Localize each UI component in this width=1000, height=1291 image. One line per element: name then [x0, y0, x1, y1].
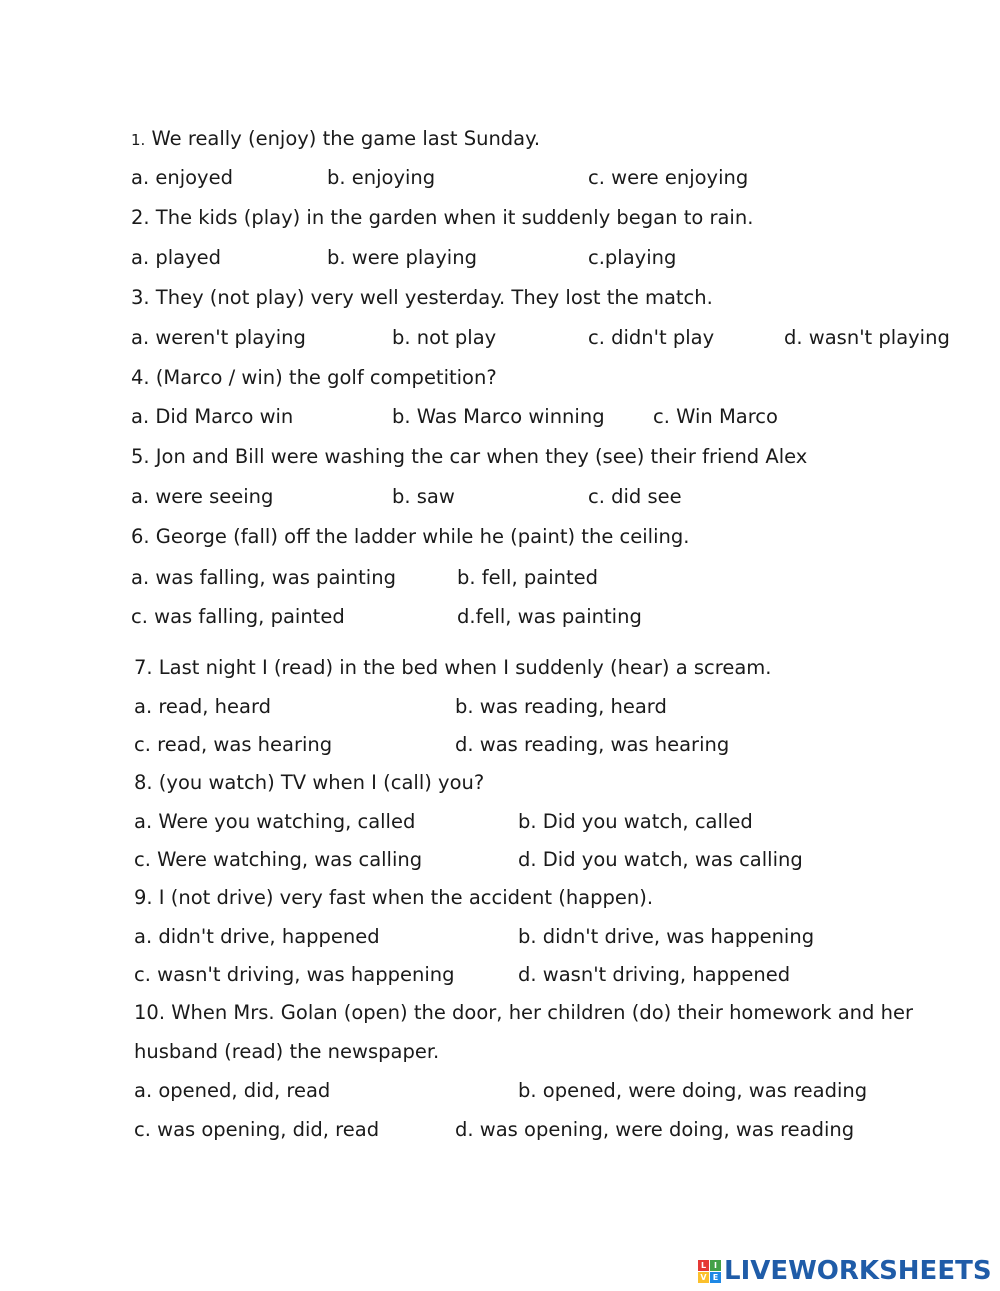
option-3b[interactable]: b. not play: [392, 326, 497, 349]
option-10a[interactable]: a. opened, did, read: [134, 1079, 331, 1102]
option-1b[interactable]: b. enjoying: [327, 166, 436, 189]
option-1a[interactable]: a. enjoyed: [131, 166, 233, 189]
question-1-number: 1.: [131, 131, 146, 149]
option-7c[interactable]: c. read, was hearing: [134, 733, 333, 756]
question-7-text: 7. Last night I (read) in the bed when I suddenly (hear) a scream.: [134, 656, 772, 679]
option-7d[interactable]: d. was reading, was hearing: [455, 733, 730, 756]
question-3-text: 3. They (not play) very well yesterday. They lost the match.: [131, 286, 713, 309]
option-9b[interactable]: b. didn't drive, was happening: [518, 925, 815, 948]
question-8-text: 8. (you watch) TV when I (call) you?: [134, 771, 485, 794]
option-7a[interactable]: a. read, heard: [134, 695, 272, 718]
option-5b[interactable]: b. saw: [392, 485, 455, 508]
option-8d[interactable]: d. Did you watch, was calling: [518, 848, 803, 871]
option-4c[interactable]: c. Win Marco: [653, 405, 778, 428]
option-9c[interactable]: c. wasn't driving, was happening: [134, 963, 455, 986]
question-10-text-continued: husband (read) the newspaper.: [134, 1040, 440, 1063]
option-2a[interactable]: a. played: [131, 246, 222, 269]
option-4a[interactable]: a. Did Marco win: [131, 405, 294, 428]
option-6b[interactable]: b. fell, painted: [457, 566, 598, 589]
option-6c[interactable]: c. was falling, painted: [131, 605, 345, 628]
option-4b[interactable]: b. Was Marco winning: [392, 405, 605, 428]
question-6-text: 6. George (fall) off the ladder while he (paint) the ceiling.: [131, 525, 690, 548]
option-2c[interactable]: c.playing: [588, 246, 677, 269]
option-3a[interactable]: a. weren't playing: [131, 326, 306, 349]
option-3d[interactable]: d. wasn't playing: [784, 326, 950, 349]
option-10c[interactable]: c. was opening, did, read: [134, 1118, 380, 1141]
question-1: [131, 126, 540, 153]
option-9d[interactable]: d. wasn't driving, happened: [518, 963, 791, 986]
option-2b[interactable]: b. were playing: [327, 246, 477, 269]
option-9a[interactable]: a. didn't drive, happened: [134, 925, 380, 948]
logo-text: LIVEWORKSHEETS: [724, 1256, 992, 1286]
logo-mark-tile: V: [698, 1272, 709, 1283]
liveworksheets-logo: [698, 1256, 992, 1286]
option-10d[interactable]: d. was opening, were doing, was reading: [455, 1118, 855, 1141]
option-3c[interactable]: c. didn't play: [588, 326, 715, 349]
option-6d[interactable]: d.fell, was painting: [457, 605, 642, 628]
question-1-text: We really (enjoy) the game last Sunday.: [151, 127, 541, 150]
option-7b[interactable]: b. was reading, heard: [455, 695, 667, 718]
option-8c[interactable]: c. Were watching, was calling: [134, 848, 423, 871]
liveworksheets-mark-icon: [698, 1260, 721, 1283]
option-6a[interactable]: a. was falling, was painting: [131, 566, 396, 589]
option-8b[interactable]: b. Did you watch, called: [518, 810, 753, 833]
option-8a[interactable]: a. Were you watching, called: [134, 810, 416, 833]
option-10b[interactable]: b. opened, were doing, was reading: [518, 1079, 868, 1102]
logo-mark-tile: L: [698, 1260, 709, 1271]
question-5-text: 5. Jon and Bill were washing the car when they (see) their friend Alex: [131, 445, 808, 468]
option-1c[interactable]: c. were enjoying: [588, 166, 749, 189]
option-5c[interactable]: c. did see: [588, 485, 682, 508]
question-2-text: 2. The kids (play) in the garden when it suddenly began to rain.: [131, 206, 754, 229]
option-5a[interactable]: a. were seeing: [131, 485, 274, 508]
logo-mark-tile: I: [710, 1260, 721, 1271]
question-10-text: 10. When Mrs. Golan (open) the door, her children (do) their homework and her: [134, 1001, 913, 1024]
logo-mark-tile: E: [710, 1272, 721, 1283]
question-9-text: 9. I (not drive) very fast when the accident (happen).: [134, 886, 654, 909]
question-4-text: 4. (Marco / win) the golf competition?: [131, 366, 497, 389]
